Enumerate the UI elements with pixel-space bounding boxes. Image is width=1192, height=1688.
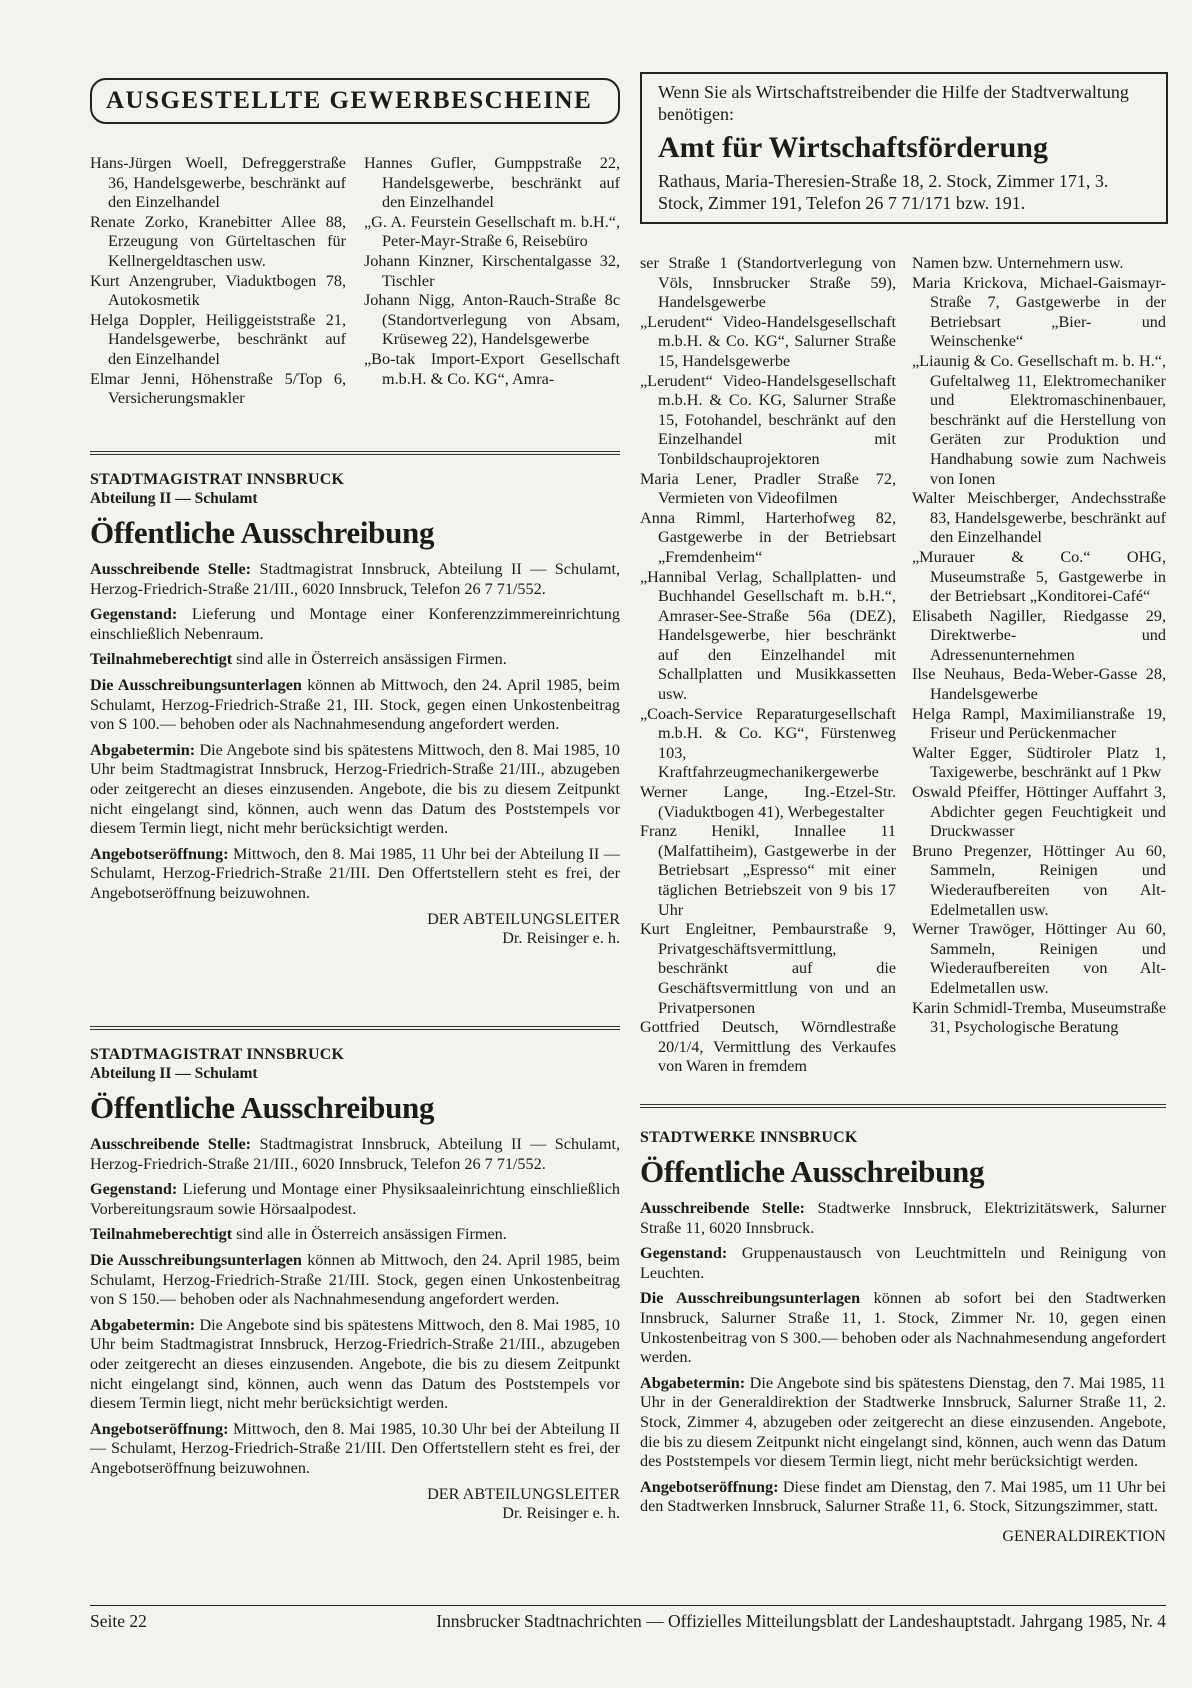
page-number: Seite 22 bbox=[90, 1611, 147, 1631]
list-item: Johann Nigg, Anton-Rauch-Straße 8c (Standortverlegung von Absam, Krüseweg 22), Handelsgewerbe bbox=[364, 291, 620, 349]
list-item: Bruno Pregenzer, Höttinger Au 60, Sammeln, Reinigen und Wiederaufbereiten von Alt-Edelmetallen usw. bbox=[912, 841, 1166, 919]
list-item: Kurt Anzengruber, Viaduktbogen 78, Autokosmetik bbox=[90, 271, 346, 310]
notice-paragraph: Gegenstand: Lieferung und Montage einer Physiksaaleinrichtung einschließlich Vorbereitungsraum sowie Hörsaalpodest. bbox=[90, 1180, 620, 1218]
list-item: Helga Rampl, Maximilianstraße 19, Friseur und Perückenmacher bbox=[912, 704, 1166, 743]
agency-name: STADTMAGISTRAT INNSBRUCK bbox=[90, 1046, 345, 1063]
signature-name: Dr. Reisinger e. h. bbox=[502, 1504, 620, 1523]
list-item: „Liaunig & Co. Gesellschaft m. b. H.“, Gufeltalweg 11, Elektromechaniker und Elektromaschinenbauer, beschränkt auf die Herstellung von Geräten zur Produktion und Handhabung sowie zum Nachweis von Ionen bbox=[912, 351, 1166, 488]
publication-line: Innsbrucker Stadtnachrichten — Offizielles Mitteilungsblatt der Landeshauptstadt. Jahrgang 1985, Nr. 4 bbox=[436, 1611, 1166, 1631]
notice-paragraph: Abgabetermin: Die Angebote sind bis spätestens Mittwoch, den 8. Mai 1985, 10 Uhr beim Stadtmagistrat Innsbruck, Herzog-Friedrich-Straße 21/III., abzugeben oder zeitgerecht an dieses einzusenden. Angebote, die bis zu diesem Zeitpunkt nicht eingelangt sind, können, auch wenn das Datum des Poststempels vor diesem Termin liegt, nicht mehr berücksichtigt werden. bbox=[90, 1315, 620, 1413]
list-item: Anna Rimml, Harterhofweg 82, Gastgewerbe in der Betriebsart „Fremdenheim“ bbox=[640, 508, 896, 566]
list-item: „Lerudent“ Video-Handelsgesellschaft m.b.H. & Co. KG“, Salurner Straße 15, Handelsgewerbe bbox=[640, 312, 896, 370]
list-item: Werner Lange, Ing.-Etzel-Str. (Viaduktbogen 41), Werbegestalter bbox=[640, 783, 896, 821]
notice-paragraph: Gegenstand: Gruppenaustausch von Leuchtmitteln und Reinigung von Leuchten. bbox=[640, 1244, 1166, 1282]
gewerbe-column-2 bbox=[364, 154, 620, 389]
list-item: Franz Henikl, Innallee 11 (Malfattiheim), Gastgewerbe in der Betriebsart „Espresso“ mit einer täglichen Betriebszeit von 9 bis 17 Uhr bbox=[640, 822, 896, 919]
list-item: Renate Zorko, Kranebitter Allee 88, Erzeugung von Gürteltaschen für Kellnergeldtaschen usw. bbox=[90, 212, 346, 270]
signature-title: GENERALDIREKTION bbox=[1002, 1526, 1166, 1545]
notice-title: Öffentliche Ausschreibung bbox=[90, 515, 435, 550]
list-item: „Hannibal Verlag, Schallplatten- und Buchhandel Gesellschaft m. b.H.“, Amraser-See-Straße 56a (DEZ), Handelsgewerbe, hier beschränkt auf den Einzelhandel mit Schallplatten und Musikkassetten usw. bbox=[640, 567, 896, 704]
list-item: Johann Kinzner, Kirschentalgasse 32, Tischler bbox=[364, 251, 620, 290]
list-item: Werner Trawöger, Höttinger Au 60, Sammeln, Reinigen und Wiederaufbereiten von Alt-Edelmetallen usw. bbox=[912, 920, 1166, 997]
amt-intro: Wenn Sie als Wirtschaftstreibender die Hilfe der Stadtverwaltung benötigen: bbox=[658, 82, 1129, 124]
notice-paragraph: Abgabetermin: Die Angebote sind bis spätestens Dienstag, den 7. Mai 1985, 11 Uhr in der Generaldirektion der Stadtwerke Innsbruck, Salurner Straße 11, 2. Stock, Zimmer 4, abzugeben oder zeitgerecht an diese einzusenden. Angebote, die bis zu diesem Zeitpunkt nicht eingelangt sind, können, auch wenn das Datum des Poststempels vor diesem Termin liegt, nicht mehr berücksichtigt werden. bbox=[640, 1373, 1166, 1471]
notice-paragraph: Die Ausschreibungsunterlagen können ab Mittwoch, den 24. April 1985, beim Schulamt, Herzog-Friedrich-Straße 21, III. Stock, gegen einen Unkostenbeitrag von S 100.— behoben oder als Nachnahmesendung angefordert werden. bbox=[90, 675, 620, 734]
notice-paragraph: Die Ausschreibungsunterlagen können ab Mittwoch, den 24. April 1985, beim Schulamt, Herzog-Friedrich-Straße 21/III. Stock, gegen einen Unkostenbeitrag von S 150.— behoben oder als Nachnahmesendung angefordert werden. bbox=[90, 1250, 620, 1309]
gewerbe-column-3 bbox=[640, 254, 896, 1077]
list-item: Hans-Jürgen Woell, Defreggerstraße 36, Handelsgewerbe, beschränkt auf den Einzelhandel bbox=[90, 154, 346, 212]
signature-title: DER ABTEILUNGSLEITER bbox=[427, 1484, 620, 1503]
list-item: Walter Egger, Südtiroler Platz 1, Taxigewerbe, beschränkt auf 1 Pkw bbox=[912, 743, 1166, 782]
list-item: Helga Doppler, Heiliggeiststraße 21, Handelsgewerbe, beschränkt auf den Einzelhandel bbox=[90, 310, 346, 368]
tender-notice-2 bbox=[90, 1045, 620, 1524]
gewerbe-column-1 bbox=[90, 154, 346, 409]
list-item: Gottfried Deutsch, Wörndlestraße 20/1/4, Vermittlung des Verkaufes von Waren in fremdem bbox=[640, 1018, 896, 1076]
list-item: Hannes Gufler, Gumppstraße 22, Handelsgewerbe, beschränkt auf den Einzelhandel bbox=[364, 154, 620, 212]
list-item: „Bo-tak Import-Export Gesellschaft m.b.H. & Co. KG“, Amra- bbox=[364, 349, 620, 388]
list-item: ser Straße 1 (Standortverlegung von Völs, Innsbrucker Straße 59), Handelsgewerbe bbox=[640, 254, 896, 312]
department-name: Abteilung II — Schulamt bbox=[90, 490, 258, 507]
gewerbe-column-4 bbox=[912, 254, 1166, 1038]
section-divider bbox=[640, 1104, 1166, 1108]
list-item: „G. A. Feurstein Gesellschaft m. b.H.“, Peter-Mayr-Straße 6, Reisebüro bbox=[364, 212, 620, 251]
section-divider bbox=[90, 1026, 620, 1030]
agency-name: STADTMAGISTRAT INNSBRUCK bbox=[90, 471, 345, 488]
notice-paragraph: Gegenstand: Lieferung und Montage einer Konferenzzimmereinrichtung einschließlich Nebenraum. bbox=[90, 605, 620, 643]
list-item: Oswald Pfeiffer, Höttinger Auffahrt 3, Abdichter gegen Feuchtigkeit und Druckwasser bbox=[912, 783, 1166, 841]
signature-title: DER ABTEILUNGSLEITER bbox=[427, 909, 620, 928]
tender-notice-1 bbox=[90, 470, 620, 949]
notice-title: Öffentliche Ausschreibung bbox=[640, 1154, 985, 1189]
list-item: Kurt Engleitner, Pembaurstraße 9, Privatgeschäftsvermittlung, beschränkt auf die Geschäftsvermittlung von und an Privatpersonen bbox=[640, 920, 896, 1017]
footer-divider bbox=[90, 1605, 1166, 1606]
notice-paragraph: Ausschreibende Stelle: Stadtwerke Innsbruck, Elektrizitätswerk, Salurner Straße 11, 6020 Innsbruck. bbox=[640, 1199, 1166, 1237]
section-divider bbox=[90, 451, 620, 455]
notice-paragraph: Abgabetermin: Die Angebote sind bis spätestens Mittwoch, den 8. Mai 1985, 10 Uhr beim Stadtmagistrat Innsbruck, Herzog-Friedrich-Straße 21/III., abzugeben oder zeitgerecht an dieses einzusenden. Angebote, die bis zu diesem Zeitpunkt nicht eingelangt sind, können, auch wenn das Datum des Poststempels vor diesem Termin liegt, nicht mehr berücksichtigt werden. bbox=[90, 740, 620, 838]
amt-title: Amt für Wirtschaftsförderung bbox=[658, 131, 1048, 164]
notice-paragraph: Ausschreibende Stelle: Stadtmagistrat Innsbruck, Abteilung II — Schulamt, Herzog-Friedrich-Straße 21/III., 6020 Innsbruck, Telefon 26 7 71/552. bbox=[90, 560, 620, 598]
list-item: „Coach-Service Reparaturgesellschaft m.b.H. & Co. KG“, Fürstenweg 103, Kraftfahrzeugmechanikergewerbe bbox=[640, 704, 896, 782]
notice-paragraph: Angebotseröffnung: Diese findet am Dienstag, den 7. Mai 1985, um 11 Uhr bei den Stadtwerken Innsbruck, Salurner Straße 11, 6. Stock, Sitzungszimmer, statt. bbox=[640, 1477, 1166, 1516]
amt-address: Rathaus, Maria-Theresien-Straße 18, 2. Stock, Zimmer 171, 3. Stock, Zimmer 191, Telefon 26 7 71/171 bzw. 191. bbox=[658, 171, 1109, 213]
list-item: Elisabeth Nagiller, Riedgasse 29, Direktwerbe- und Adressenunternehmen bbox=[912, 606, 1166, 664]
notice-paragraph: Angebotseröffnung: Mittwoch, den 8. Mai 1985, 11 Uhr bei der Abteilung II — Schulamt, Herzog-Friedrich-Straße 21/III. Den Offertstellern steht es frei, der Angebotseröffnung beizuwohnen. bbox=[90, 844, 620, 902]
notice-paragraph: Die Ausschreibungsunterlagen können ab sofort bei den Stadtwerken Innsbruck, Salurner Straße 11, 1. Stock, Zimmer Nr. 10, gegen einen Unkostenbeitrag von S 300.— behoben oder als Nachnahmesendung angefordert werden. bbox=[640, 1289, 1167, 1367]
notice-paragraph: Angebotseröffnung: Mittwoch, den 8. Mai 1985, 10.30 Uhr bei der Abteilung II — Schulamt, Herzog-Friedrich-Straße 21/III. Den Offertstellern steht es frei, der Angebotseröffnung beizuwohnen. bbox=[90, 1419, 620, 1477]
department-name: Abteilung II — Schulamt bbox=[90, 1065, 258, 1082]
list-item: Maria Lener, Pradler Straße 72, Vermieten von Videofilmen bbox=[640, 469, 896, 508]
amt-box bbox=[640, 72, 1168, 224]
notice-paragraph: Ausschreibende Stelle: Stadtmagistrat Innsbruck, Abteilung II — Schulamt, Herzog-Friedrich-Straße 21/III., 6020 Innsbruck, Telefon 26 7 71/552. bbox=[90, 1135, 620, 1173]
notice-title: Öffentliche Ausschreibung bbox=[90, 1090, 435, 1125]
list-item: „Murauer & Co.“ OHG, Museumstraße 5, Gastgewerbe in der Betriebsart „Konditorei-Café“ bbox=[912, 547, 1166, 606]
notice-paragraph: Teilnahmeberechtigt sind alle in Österreich ansässigen Firmen. bbox=[90, 1225, 507, 1244]
agency-name: STADTWERKE INNSBRUCK bbox=[640, 1129, 858, 1146]
signature-name: Dr. Reisinger e. h. bbox=[502, 929, 620, 948]
list-item: „Lerudent“ Video-Handelsgesellschaft m.b.H. & Co. KG, Salurner Straße 15, Fotohandel, beschränkt auf den Einzelhandel mit Tonbildschauprojektoren bbox=[640, 371, 896, 468]
gewerbe-heading: AUSGESTELLTE GEWERBESCHEINE bbox=[90, 78, 620, 124]
list-item: Ilse Neuhaus, Beda-Weber-Gasse 28, Handelsgewerbe bbox=[912, 665, 1166, 704]
list-item: Walter Meischberger, Andechsstraße 83, Handelsgewerbe, beschränkt auf den Einzelhandel bbox=[912, 489, 1166, 547]
list-item: Karin Schmidl-Tremba, Museumstraße 31, Psychologische Beratung bbox=[912, 998, 1166, 1037]
list-item: Maria Krickova, Michael-Gaismayr-Straße 7, Gastgewerbe in der Betriebsart „Bier- und Weinschenke“ bbox=[912, 273, 1166, 351]
tender-notice-3 bbox=[640, 1128, 1166, 1547]
list-item: Elmar Jenni, Höhenstraße 5/Top 6, Versicherungsmakler bbox=[90, 369, 346, 408]
notice-paragraph: Teilnahmeberechtigt sind alle in Österreich ansässigen Firmen. bbox=[90, 650, 507, 669]
list-item: Namen bzw. Unternehmern usw. bbox=[912, 254, 1124, 272]
